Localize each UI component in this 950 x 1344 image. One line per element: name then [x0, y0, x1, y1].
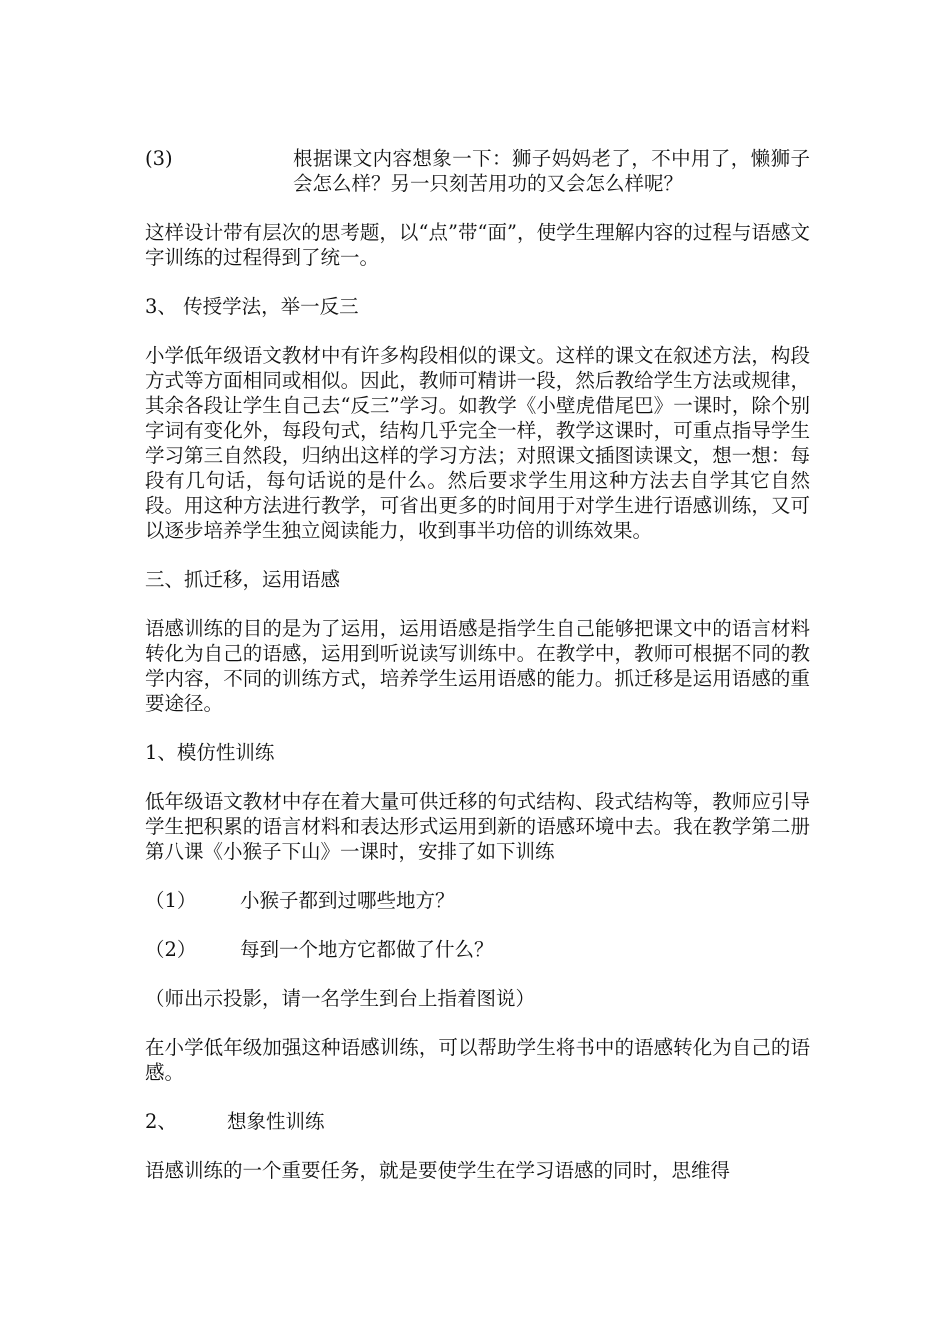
heading-imagine-text: 想象性训练 [227, 1110, 325, 1133]
paragraph-transfer: 语感训练的目的是为了运用，运用语感是指学生自己能够把课文中的语言材料转化为自己的语感，运用到听说读写训练中。在教学中，教师可根据不同的教学内容，不同的训练方式，培养学生运用语感的能力。抓迁移是运用语感的重要途径。 [145, 617, 810, 715]
question-2-number: （2） [145, 938, 197, 961]
heading-imitate: 1、模仿性训练 [145, 741, 275, 764]
heading-imagine-number: 2、 [145, 1110, 177, 1133]
heading-transfer: 三、抓迁移，运用语感 [145, 568, 341, 591]
question-3-text: 根据课文内容想象一下：狮子妈妈老了，不中用了，懒狮子会怎么样？另一只刻苦用功的又会怎么样呢？ [293, 147, 810, 195]
heading-method: 3、 传授学法，举一反三 [145, 295, 359, 318]
heading-imagine [145, 1109, 810, 1134]
paragraph-method: 小学低年级语文教材中有许多构段相似的课文。这样的课文在叙述方法，构段方式等方面相同或相似。因此，教师可精讲一段，然后教给学生方法或规律，其余各段让学生自己去“反三”学习。如教学《小壁虎借尾巴》一课时，除个别字词有变化外，每段句式，结构几乎完全一样，教学这课时，可重点指导学生学习第三自然段，归纳出这样的学习方法；对照课文插图读课文，想一想：每段有几句话，每句话说的是什么。然后要求学生用这种方法去自学其它自然段。用这种方法进行教学，可省出更多的时间用于对学生进行语感训练，又可以逐步培养学生独立阅读能力，收到事半功倍的训练效果。 [145, 344, 810, 542]
document-body [145, 146, 810, 1207]
paragraph-imagine: 语感训练的一个重要任务，就是要使学生在学习语感的同时，思维得 [145, 1159, 731, 1182]
paragraph-projection: （师出示投影，请一名学生到台上指着图说） [145, 987, 536, 1010]
question-1-text: 小猴子都到过哪些地方？ [240, 889, 455, 912]
question-2-text: 每到一个地方它都做了什么？ [240, 938, 494, 961]
question-1-number: （1） [145, 889, 197, 912]
question-1 [145, 888, 810, 913]
paragraph-design: 这样设计带有层次的思考题，以“点”带“面”，使学生理解内容的过程与语感文字训练的过程得到了统一。 [145, 221, 810, 269]
paragraph-imitate: 低年级语文教材中存在着大量可供迁移的句式结构、段式结构等，教师应引导学生把积累的语言材料和表达形式运用到新的语感环境中去。我在教学第二册第八课《小猴子下山》一课时，安排了如下训练 [145, 790, 810, 863]
question-3-number: (3) [145, 147, 173, 170]
paragraph-strengthen: 在小学低年级加强这种语感训练，可以帮助学生将书中的语感转化为自己的语感。 [145, 1036, 810, 1084]
question-3 [145, 146, 810, 196]
question-2 [145, 937, 810, 962]
